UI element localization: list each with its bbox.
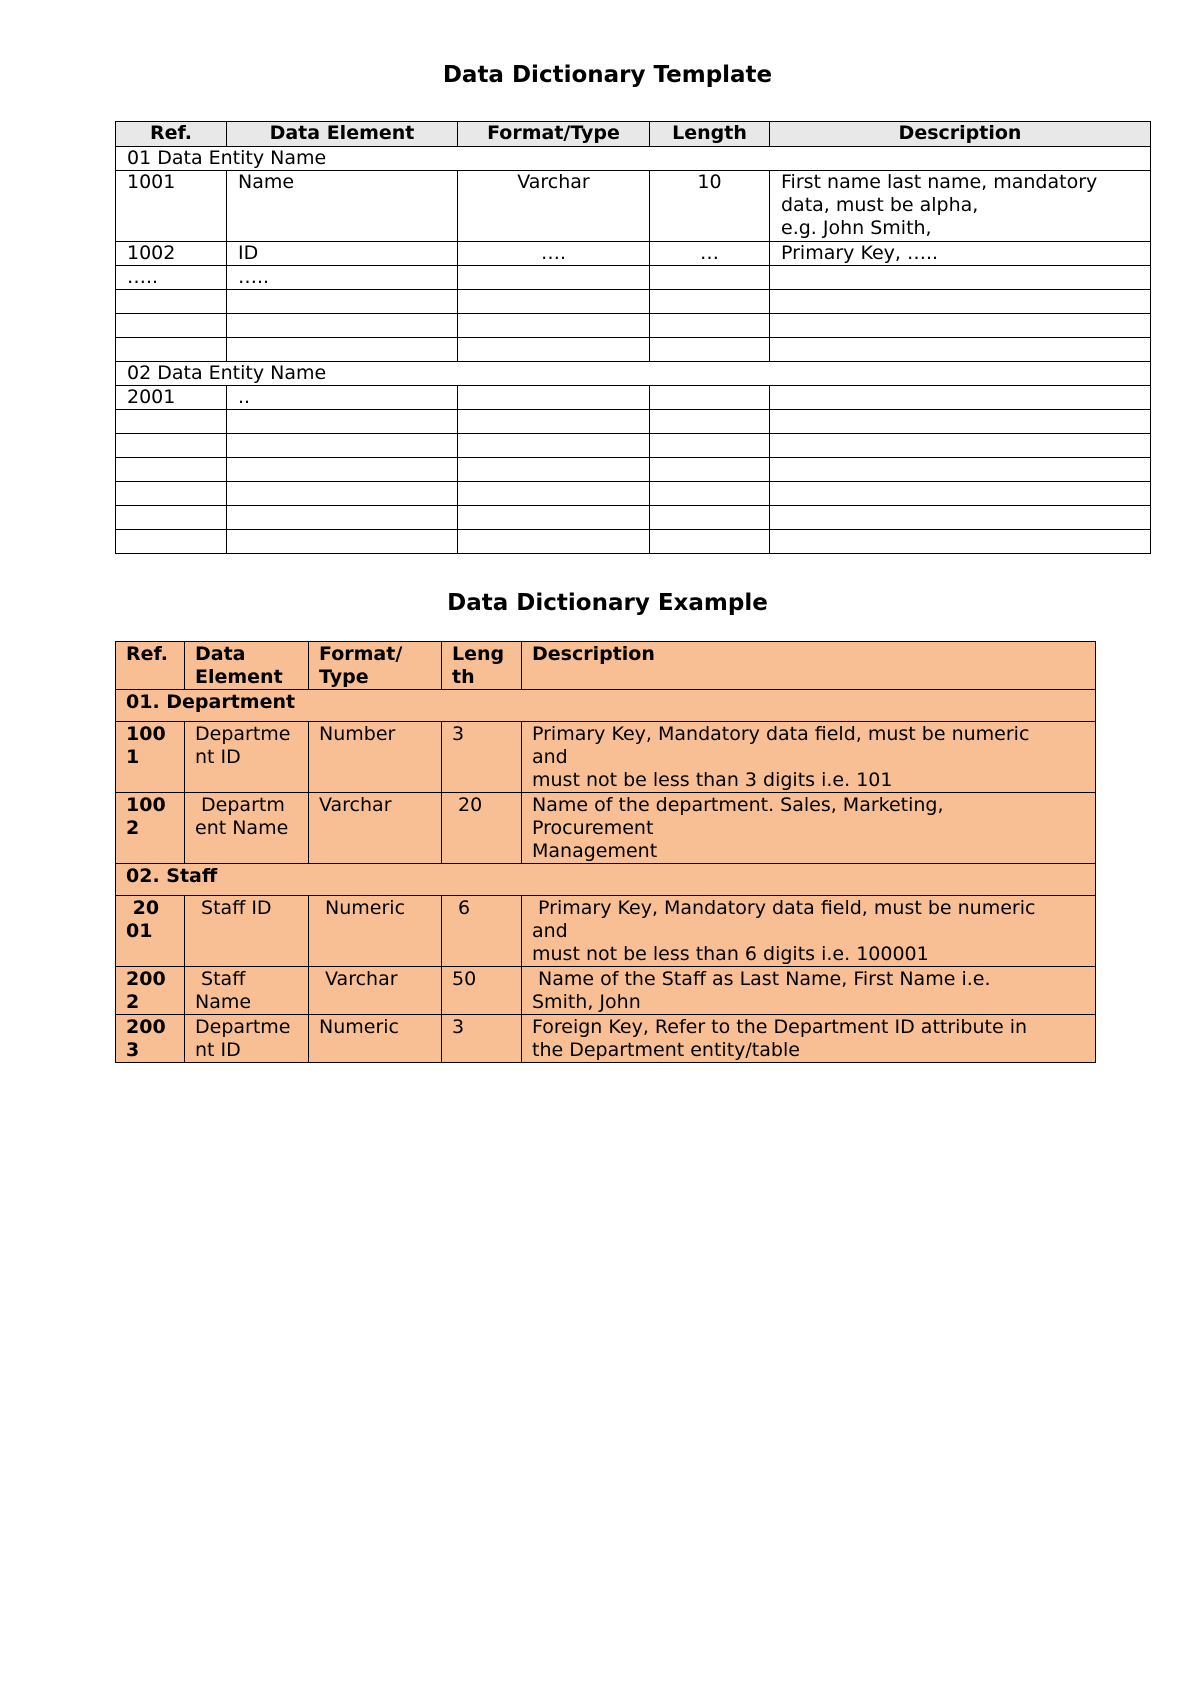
cell-empty xyxy=(770,386,1151,410)
header-description: Description xyxy=(770,122,1151,147)
cell-empty xyxy=(458,458,650,482)
cell-type: Numeric xyxy=(309,896,442,967)
cell-empty xyxy=(116,434,227,458)
desc-line: and xyxy=(532,746,568,768)
ref-line: 3 xyxy=(126,1039,140,1061)
ref-line: 2 xyxy=(126,991,140,1013)
table-row xyxy=(116,793,1096,864)
cell-empty xyxy=(227,314,458,338)
desc-line: the Department entity/table xyxy=(532,1039,800,1061)
table-row xyxy=(116,338,1151,362)
cell-empty xyxy=(227,290,458,314)
desc-line: Smith, John xyxy=(532,991,641,1013)
cell-empty xyxy=(770,434,1151,458)
ref-line: 200 xyxy=(126,968,166,990)
cell-description xyxy=(522,1015,1096,1063)
cell-empty xyxy=(770,410,1151,434)
ref-line: 100 xyxy=(126,794,166,816)
cell-empty xyxy=(458,386,650,410)
ref-line: 2 xyxy=(126,817,140,839)
desc-line: Management xyxy=(532,840,658,862)
cell-empty xyxy=(650,386,770,410)
table-row xyxy=(116,722,1096,793)
desc-line: Primary Key, Mandatory data field, must be numeric xyxy=(532,897,1036,919)
cell-empty xyxy=(227,338,458,362)
cell-description xyxy=(522,967,1096,1015)
header-length: Length xyxy=(650,122,770,147)
table-row xyxy=(116,314,1151,338)
cell-empty xyxy=(650,338,770,362)
element-line: Departme xyxy=(195,723,291,745)
cell-type: Varchar xyxy=(458,171,650,242)
cell-ref: 1001 xyxy=(116,171,227,242)
cell-empty xyxy=(650,530,770,554)
cell-empty xyxy=(458,290,650,314)
cell-element xyxy=(185,793,309,864)
table-row xyxy=(116,434,1151,458)
cell-ref xyxy=(116,793,185,864)
cell-type: Varchar xyxy=(309,793,442,864)
cell-ref: 2001 xyxy=(116,386,227,410)
section-row xyxy=(116,690,1096,722)
ref-line: 20 xyxy=(126,897,160,919)
cell-empty xyxy=(770,530,1151,554)
cell-empty xyxy=(227,458,458,482)
cell-length: 3 xyxy=(442,722,522,793)
cell-empty xyxy=(650,266,770,290)
cell-ref: ….. xyxy=(116,266,227,290)
cell-type: Numeric xyxy=(309,1015,442,1063)
cell-description xyxy=(522,793,1096,864)
cell-empty xyxy=(458,410,650,434)
cell-empty xyxy=(116,314,227,338)
cell-empty xyxy=(116,506,227,530)
cell-empty xyxy=(650,482,770,506)
header-ref: Ref. xyxy=(116,122,227,147)
cell-empty xyxy=(458,338,650,362)
header-format-type: Format/Type xyxy=(458,122,650,147)
cell-ref xyxy=(116,967,185,1015)
cell-empty xyxy=(650,506,770,530)
section-name: 02. Staff xyxy=(116,864,1096,896)
cell-empty xyxy=(650,410,770,434)
element-line: Name xyxy=(195,991,252,1013)
element-line: Departme xyxy=(195,1016,291,1038)
header-line: Type xyxy=(319,666,369,688)
desc-line: Foreign Key, Refer to the Department ID attribute in xyxy=(532,1016,1028,1038)
header-ref: Ref. xyxy=(116,642,185,690)
desc-line: First name last name, mandatory xyxy=(781,171,1098,193)
header-line: Element xyxy=(195,666,283,688)
cell-empty xyxy=(650,290,770,314)
cell-type: Number xyxy=(309,722,442,793)
cell-empty xyxy=(458,530,650,554)
example-title: Data Dictionary Example xyxy=(447,590,768,616)
cell-ref xyxy=(116,722,185,793)
cell-description xyxy=(522,896,1096,967)
table-row xyxy=(116,290,1151,314)
table-row xyxy=(116,482,1151,506)
cell-element: ….. xyxy=(227,266,458,290)
table-row xyxy=(116,266,1151,290)
cell-element: Name xyxy=(227,171,458,242)
cell-empty xyxy=(116,482,227,506)
cell-empty xyxy=(116,338,227,362)
header-length xyxy=(442,642,522,690)
header-line: Data xyxy=(195,643,246,665)
cell-empty xyxy=(458,434,650,458)
cell-empty xyxy=(227,506,458,530)
cell-empty xyxy=(770,458,1151,482)
cell-length: 20 xyxy=(442,793,522,864)
cell-empty xyxy=(770,314,1151,338)
cell-type: Varchar xyxy=(309,967,442,1015)
ref-line: 01 xyxy=(126,920,153,942)
cell-element: ID xyxy=(227,242,458,266)
header-line: Format/ xyxy=(319,643,403,665)
desc-line: e.g. John Smith, xyxy=(781,217,932,239)
section-name: 01. Department xyxy=(116,690,1096,722)
element-line: Staff ID xyxy=(195,897,272,919)
cell-length: 50 xyxy=(442,967,522,1015)
cell-empty xyxy=(227,530,458,554)
table-row xyxy=(116,530,1151,554)
cell-empty xyxy=(458,266,650,290)
cell-empty xyxy=(650,314,770,338)
table-header-row xyxy=(116,642,1096,690)
cell-type: …. xyxy=(458,242,650,266)
table-row xyxy=(116,410,1151,434)
cell-empty xyxy=(227,482,458,506)
example-table xyxy=(115,641,1096,1063)
cell-empty xyxy=(770,290,1151,314)
cell-empty xyxy=(770,266,1151,290)
table-header-row xyxy=(116,122,1151,147)
desc-line: must not be less than 3 digits i.e. 101 xyxy=(532,769,893,791)
entity-row xyxy=(116,147,1151,171)
cell-element xyxy=(185,722,309,793)
table-row xyxy=(116,896,1096,967)
cell-empty xyxy=(770,482,1151,506)
cell-element xyxy=(185,1015,309,1063)
section-row xyxy=(116,864,1096,896)
desc-line: must not be less than 6 digits i.e. 100001 xyxy=(532,943,929,965)
cell-length: … xyxy=(650,242,770,266)
cell-empty xyxy=(116,290,227,314)
desc-line: data, must be alpha, xyxy=(781,194,979,216)
header-data-element xyxy=(185,642,309,690)
cell-element xyxy=(185,896,309,967)
desc-line: Procurement xyxy=(532,817,654,839)
table-row xyxy=(116,242,1151,266)
table-row xyxy=(116,171,1151,242)
desc-line: and xyxy=(532,920,568,942)
element-line: nt ID xyxy=(195,1039,241,1061)
cell-empty xyxy=(770,338,1151,362)
cell-description xyxy=(522,722,1096,793)
table-row xyxy=(116,386,1151,410)
element-line: ent Name xyxy=(195,817,289,839)
cell-empty xyxy=(227,434,458,458)
cell-empty xyxy=(650,434,770,458)
cell-empty xyxy=(116,458,227,482)
cell-ref: 1002 xyxy=(116,242,227,266)
cell-empty xyxy=(227,410,458,434)
ref-line: 200 xyxy=(126,1016,166,1038)
cell-length: 3 xyxy=(442,1015,522,1063)
ref-line: 100 xyxy=(126,723,166,745)
header-data-element: Data Element xyxy=(227,122,458,147)
table-row xyxy=(116,1015,1096,1063)
table-row xyxy=(116,506,1151,530)
cell-ref xyxy=(116,1015,185,1063)
table-row xyxy=(116,967,1096,1015)
entity-name: 01 Data Entity Name xyxy=(116,147,1151,171)
header-description: Description xyxy=(522,642,1096,690)
desc-line: Name of the Staff as Last Name, First Name i.e. xyxy=(532,968,991,990)
cell-description: Primary Key, ….. xyxy=(770,242,1151,266)
template-title: Data Dictionary Template xyxy=(442,62,773,88)
cell-length: 10 xyxy=(650,171,770,242)
cell-description xyxy=(770,171,1151,242)
cell-ref xyxy=(116,896,185,967)
entity-row xyxy=(116,362,1151,386)
header-line: th xyxy=(452,666,475,688)
cell-element xyxy=(185,967,309,1015)
entity-name: 02 Data Entity Name xyxy=(116,362,1151,386)
cell-length: 6 xyxy=(442,896,522,967)
cell-empty xyxy=(458,482,650,506)
table-row xyxy=(116,458,1151,482)
cell-empty xyxy=(116,530,227,554)
cell-empty xyxy=(650,458,770,482)
element-line: nt ID xyxy=(195,746,241,768)
cell-empty xyxy=(458,506,650,530)
cell-empty xyxy=(770,506,1151,530)
template-table xyxy=(115,121,1151,554)
header-line: Leng xyxy=(452,643,505,665)
element-line: Staff xyxy=(195,968,246,990)
header-format-type xyxy=(309,642,442,690)
element-line: Departm xyxy=(195,794,285,816)
cell-empty xyxy=(458,314,650,338)
desc-line: Name of the department. Sales, Marketing, xyxy=(532,794,944,816)
cell-empty xyxy=(116,410,227,434)
cell-element: .. xyxy=(227,386,458,410)
desc-line: Primary Key, Mandatory data field, must be numeric xyxy=(532,723,1030,745)
ref-line: 1 xyxy=(126,746,140,768)
